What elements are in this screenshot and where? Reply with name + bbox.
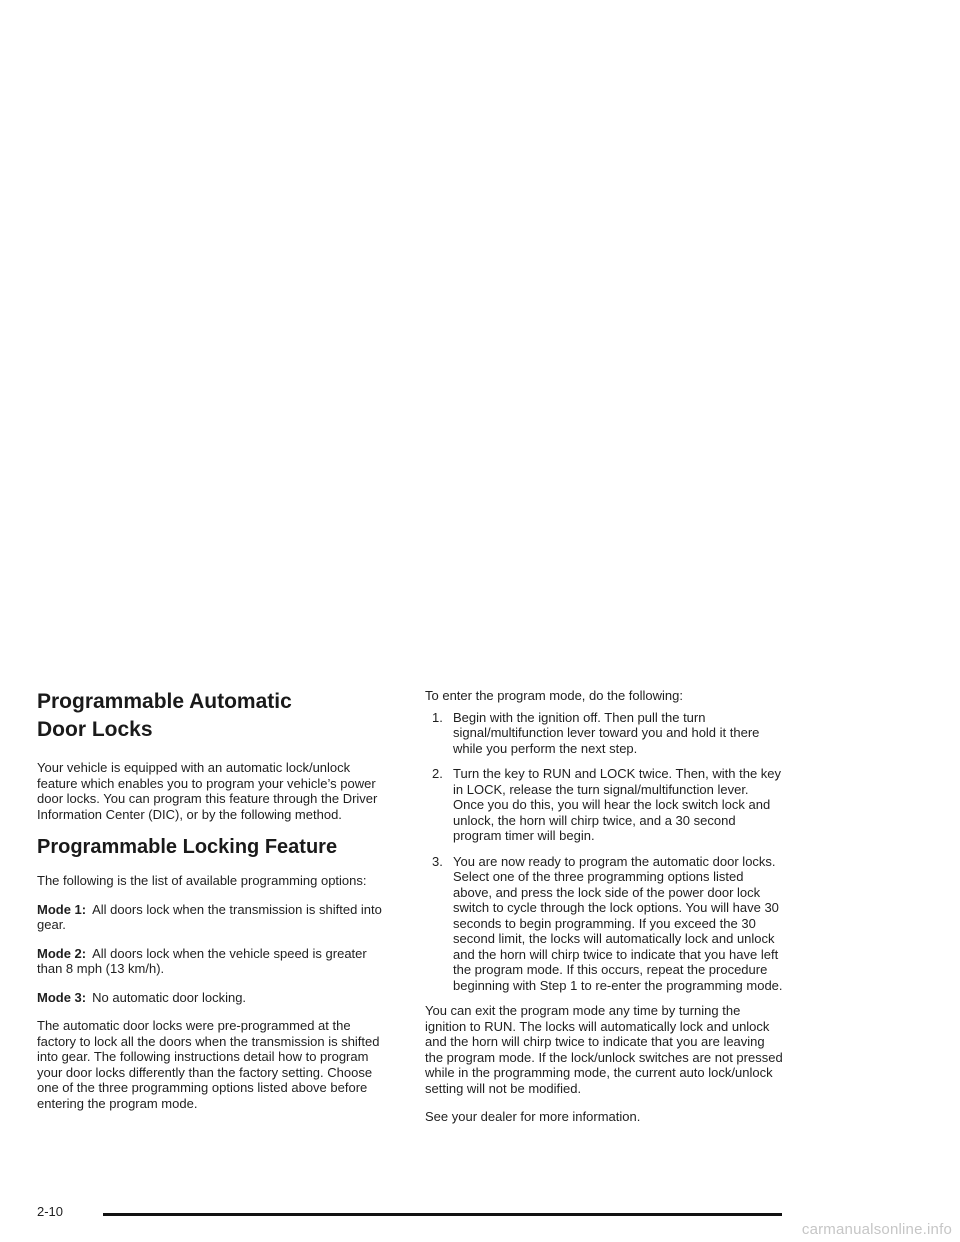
- mode-3-label: Mode 3:: [37, 989, 87, 1005]
- left-column: [37, 688, 393, 1124]
- factory-setting-paragraph: The automatic door locks were pre-programmed at the factory to lock all the doors when the transmission is shifted into gear. The following instructions detail how to program your door locks differently than the factory setting. Choose one of the three programming options listed above before entering the program mode.: [37, 1018, 380, 1111]
- right-column: [425, 688, 783, 1138]
- mode-2-label: Mode 2:: [37, 945, 87, 961]
- title-line-1: Programmable Automatic: [37, 690, 292, 713]
- step-3-text: You are now ready to program the automatic door locks. Select one of the three programming options listed above, and press the lock side of the power door lock switch to cycle through the lock options. You will have 30 seconds to begin programming. If you exceed the 30 second limit, the locks will automatically lock and unlock and the horn will chirp twice to indicate that you have left the program mode. If this occurs, repeat the procedure beginning with Step 1 to re-enter the programming mode.: [453, 853, 783, 993]
- watermark-text: carmanualsonline.info: [801, 1221, 952, 1238]
- exit-program-paragraph: You can exit the program mode any time by turning the ignition to RUN. The locks will automatically lock and unlock and the horn will chirp twice to indicate that you are leaving the program mode. If the lock/unlock switches are not pressed while in the programming mode, the current auto lock/unlock setting will not be modified.: [425, 1003, 783, 1096]
- dealer-paragraph: See your dealer for more information.: [425, 1109, 641, 1124]
- footer-rule: [103, 1213, 782, 1216]
- mode-1-item: [37, 902, 393, 933]
- step-2-text: Turn the key to RUN and LOCK twice. Then, with the key in LOCK, release the turn signal/multifunction lever. Once you do this, you will hear the lock switch lock and unlock, the horn will chirp twice, and a 30 second program timer will begin.: [453, 766, 782, 843]
- page-title: [37, 688, 393, 744]
- title-line-2: Door Locks: [37, 718, 153, 741]
- page-footer: [37, 1198, 782, 1228]
- mode-2-item: [37, 946, 393, 977]
- program-mode-intro: To enter the program mode, do the following:: [425, 688, 683, 703]
- step-1-number: 1.: [432, 709, 443, 725]
- step-2: [425, 766, 783, 844]
- mode-3-item: [37, 990, 393, 1006]
- step-1-text: Begin with the ignition off. Then pull the turn signal/multifunction lever toward you and hold it there while you perform the next step.: [453, 709, 760, 756]
- page-number: 2-10: [37, 1204, 64, 1219]
- mode-1-text: All doors lock when the transmission is shifted into gear.: [37, 901, 382, 932]
- step-2-number: 2.: [432, 766, 443, 781]
- intro-paragraph: Your vehicle is equipped with an automatic lock/unlock feature which enables you to program your vehicle’s power door locks. You can program this feature through the Driver Information Center (DIC), or by the following method.: [37, 760, 378, 822]
- steps-list: [425, 710, 783, 994]
- step-1: [425, 710, 783, 757]
- section-heading: Programmable Locking Feature: [37, 836, 338, 858]
- step-3-number: 3.: [432, 853, 443, 869]
- mode-2-text: All doors lock when the vehicle speed is greater than 8 mph (13 km/h).: [37, 945, 367, 976]
- mode-3-text: No automatic door locking.: [92, 989, 247, 1005]
- mode-1-label: Mode 1:: [37, 901, 87, 917]
- step-3: [425, 854, 783, 994]
- options-intro: The following is the list of available programming options:: [37, 873, 367, 888]
